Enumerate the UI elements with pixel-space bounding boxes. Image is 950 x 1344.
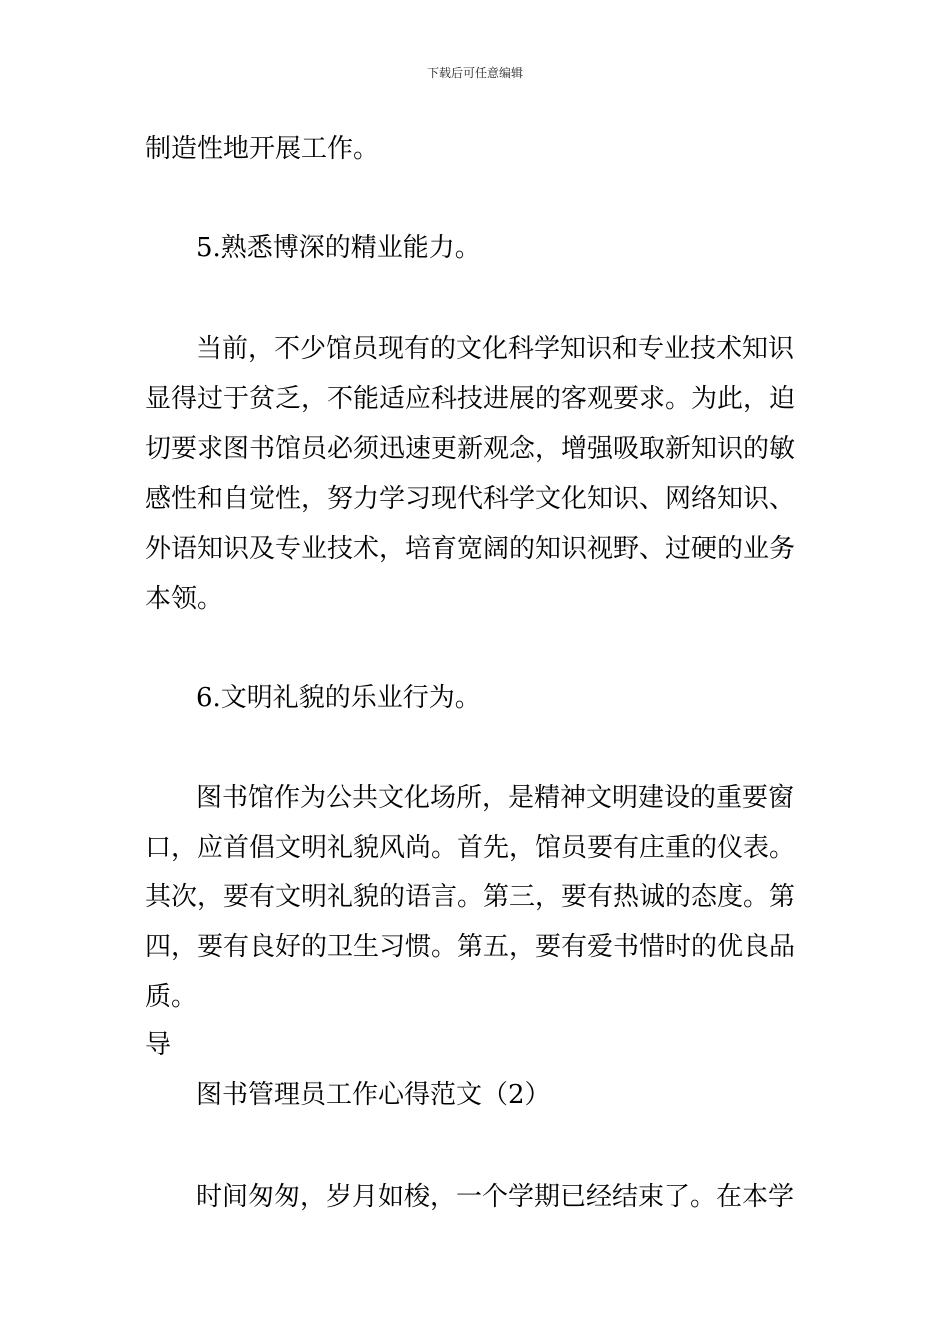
text-line: 图书馆作为公共文化场所，是精神文明建设的重要窗 [196, 783, 795, 813]
section-heading-5: 5.熟悉博深的精业能力。 [196, 233, 481, 263]
text-line: 显得过于贫乏，不能适应科技进展的客观要求。为此，迫 [145, 384, 796, 414]
text-line: 导 [145, 1030, 172, 1060]
article-title: 图书管理员工作心得范文（2） [196, 1080, 551, 1110]
text-line: 外语知识及专业技术，培育宽阔的知识视野、过硬的业务 [145, 534, 796, 564]
text-line: 口，应首倡文明礼貌风尚。首先，馆员要有庄重的仪表。 [145, 833, 796, 863]
section-heading-6: 6.文明礼貌的乐业行为。 [196, 683, 481, 713]
text-line: 制造性地开展工作。 [145, 134, 380, 164]
text-line: 质。 [145, 982, 198, 1012]
text-line: 切要求图书馆员必须迅速更新观念，增强吸取新知识的敏 [145, 434, 796, 464]
text-line: 时间匆匆，岁月如梭，一个学期已经结束了。在本学 [196, 1182, 795, 1212]
text-line: 四，要有良好的卫生习惯。第五，要有爱书惜时的优良品 [145, 932, 796, 962]
text-line: 当前，不少馆员现有的文化科学知识和专业技术知识 [196, 334, 795, 364]
text-line: 其次，要有文明礼貌的语言。第三，要有热诚的态度。第 [145, 882, 796, 912]
text-line: 本领。 [145, 584, 224, 614]
page-header: 下载后可任意编辑 [426, 66, 523, 80]
text-line: 感性和自觉性，努力学习现代科学文化知识、网络知识、 [145, 484, 796, 514]
